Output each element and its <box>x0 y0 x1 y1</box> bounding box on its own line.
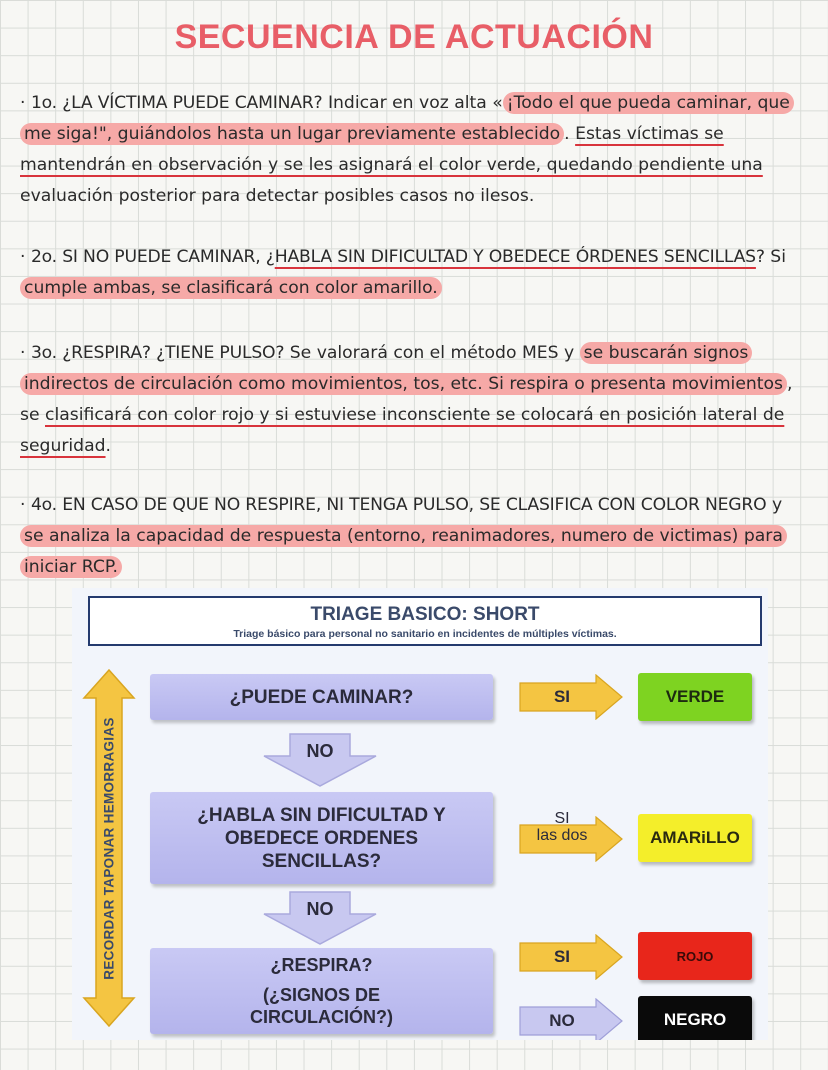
step-1-heading: 1o. ¿LA VÍCTIMA PUEDE CAMINAR? <box>30 93 323 113</box>
yes-both-line-1: SI <box>554 810 570 827</box>
side-label-text: RECORDAR TAPONAR HEMORRAGIAS <box>101 716 117 980</box>
yes-both-label <box>520 810 604 844</box>
no-label-1: NO <box>306 741 334 761</box>
question-speaks-line-3: SENCILLAS? <box>261 850 382 872</box>
yes-label-1: SI <box>553 687 571 706</box>
bullet: · <box>20 495 31 515</box>
question-breathes-line-3: CIRCULACIÓN?) <box>250 1007 393 1027</box>
step-4-highlight: se analiza la capacidad de respuesta (entorno, reanimadores, numero de victimas) para iniciar RCP. <box>20 525 787 578</box>
step-1-text-3: evaluación posterior para detectar posibles casos no ilesos. <box>20 186 535 206</box>
bullet: · <box>20 93 31 113</box>
color-black-label: NEGRO <box>663 1010 727 1029</box>
step-4-text: y <box>766 495 783 515</box>
question-speaks-line-1: ¿HABLA SIN DIFICULTAD Y <box>197 804 446 826</box>
step-2-heading: 2o. SI NO PUEDE CAMINAR, ¿ <box>30 247 275 267</box>
question-can-walk-text: ¿PUEDE CAMINAR? <box>229 686 414 708</box>
step-3-text: Se valorará con el método MES y <box>284 343 580 363</box>
question-breathes-line-1: ¿RESPIRA? <box>270 955 373 975</box>
yes-label-3: SI <box>553 947 571 966</box>
color-green-label: VERDE <box>665 687 725 706</box>
color-box-red <box>638 932 752 980</box>
color-box-green <box>638 673 752 721</box>
color-yellow-label: AMARiLLO <box>650 828 740 847</box>
bullet: · <box>20 247 31 267</box>
page-title: SECUENCIA DE ACTUACIÓN <box>174 18 654 56</box>
step-2-text: Si <box>764 247 786 267</box>
step-3-paragraph <box>20 338 810 462</box>
question-speaks <box>150 792 493 884</box>
step-4-heading: 4o. EN CASO DE QUE NO RESPIRE, NI TENGA PULSO, SE CLASIFICA CON COLOR NEGRO <box>30 495 767 515</box>
side-label <box>92 683 126 1013</box>
diagram-header <box>88 596 762 646</box>
diagram-title: TRIAGE BASICO: SHORT <box>310 604 540 625</box>
question-speaks-line-2: OBEDECE ORDENES <box>224 827 419 849</box>
step-3-highlight: se buscarán signos indirectos de circulación como movimientos, tos, etc. Si respira o presenta movimientos <box>20 342 787 395</box>
diagram-subtitle: Triage básico para personal no sanitario en incidentes de múltiples víctimas. <box>233 628 617 640</box>
step-2-paragraph <box>20 242 810 304</box>
step-2-heading-end: ? <box>755 247 765 267</box>
step-4-paragraph <box>20 490 810 583</box>
step-1-underline: Estas víctimas se mantendrán en observación y se les asignará el color verde, quedando pendiente una <box>20 124 763 175</box>
step-3-text-3: . <box>105 436 111 456</box>
color-box-black <box>638 996 752 1040</box>
question-breathes-line-2: (¿SIGNOS DE <box>262 985 380 1005</box>
step-1-highlight: ¡Todo el que pueda caminar, que me siga!", guiándolos hasta un lugar previamente establecido <box>20 92 794 145</box>
step-1-text: Indicar en voz alta « <box>322 93 503 113</box>
color-red-label: ROJO <box>676 948 714 964</box>
step-3-heading: 3o. ¿RESPIRA? ¿TIENE PULSO? <box>30 343 285 363</box>
step-2-heading-underline: HABLA SIN DIFICULTAD Y OBEDECE ÓRDENES SENCILLAS <box>274 247 756 267</box>
step-3-underline: clasificará con color rojo y si estuviese inconsciente se colocará en posición lateral de seguridad <box>20 405 785 456</box>
no-label-2: NO <box>306 899 334 919</box>
step-3-text-2: , se <box>20 374 793 425</box>
yes-both-line-2: las dos <box>536 827 588 844</box>
color-box-yellow <box>638 814 752 862</box>
bullet: · <box>20 343 31 363</box>
question-can-walk <box>150 674 493 720</box>
step-2-highlight: cumple ambas, se clasificará con color amarillo. <box>20 277 442 299</box>
step-1-text-2: . <box>564 124 576 144</box>
triage-diagram <box>72 588 768 1040</box>
no-label-3: NO <box>549 1011 575 1030</box>
question-breathes <box>150 948 493 1034</box>
step-1-paragraph <box>20 88 810 212</box>
